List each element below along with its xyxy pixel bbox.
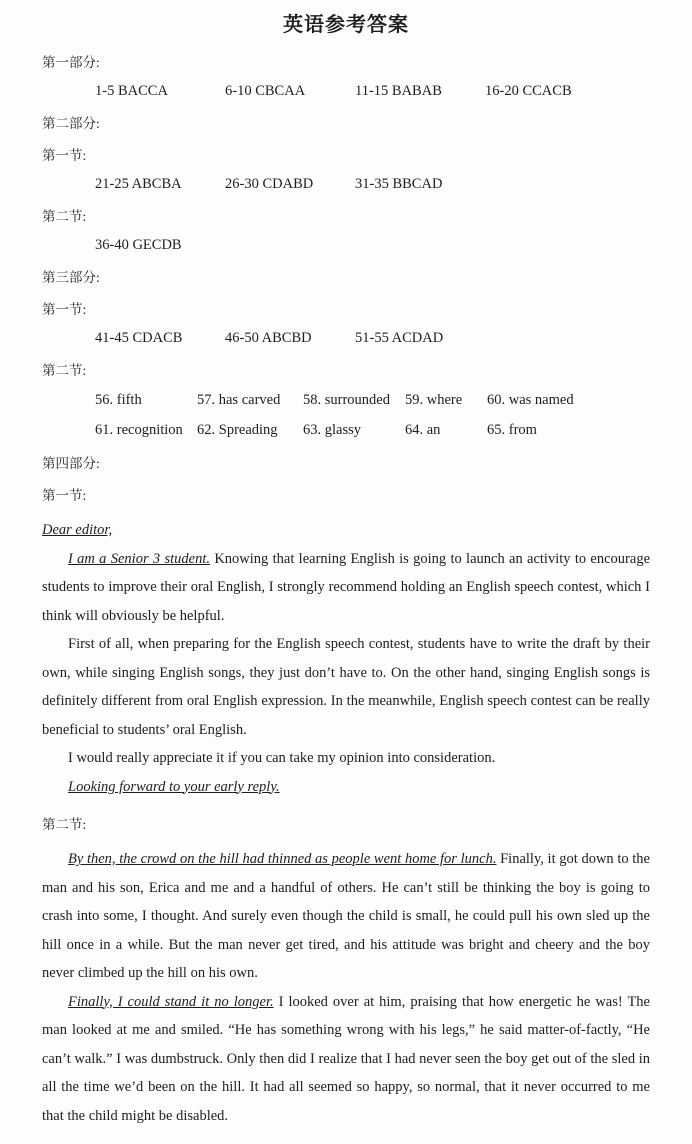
answer-group-16-20: 16-20 CCACB — [485, 83, 572, 99]
part2-label: 第二部分: — [42, 116, 100, 131]
answer-group-46-50: 46-50 ABCBD — [225, 330, 312, 346]
answer-group-11-15: 11-15 BABAB — [355, 83, 442, 99]
fill-answer-row-56-60 — [95, 392, 650, 409]
fill-answer-row-61-65 — [95, 422, 650, 439]
fill-answer-62: 62. Spreading — [197, 422, 278, 438]
paragraph-text: Knowing that learning English is going to launch an activity to encourage students to improve their oral English, I strongly recommend holding an English speech contest, which I think will obviously be helpful. — [42, 550, 651, 624]
fill-answer-64: 64. an — [405, 422, 441, 438]
answer-group-41-45: 41-45 CDACB — [95, 330, 183, 346]
paragraph-lead: By then, the crowd on the hill had thinned as people went home for lunch. — [68, 851, 497, 867]
letter-paragraph-2 — [42, 630, 650, 744]
letter-paragraph-3 — [42, 744, 650, 773]
answer-row-1-20 — [95, 83, 650, 100]
answer-row-21-35 — [95, 176, 650, 193]
answer-group-31-35: 31-35 BBCAD — [355, 176, 443, 192]
paragraph-lead: Finally, I could stand it no longer. — [68, 993, 274, 1010]
fill-answer-63: 63. glassy — [303, 422, 361, 438]
model-essay-letter — [42, 516, 650, 801]
answer-group-51-55: 51-55 ACDAD — [355, 330, 444, 346]
answer-group-21-25: 21-25 ABCBA — [95, 176, 182, 192]
fill-answer-59: 59. where — [405, 392, 463, 408]
paragraph-text: First of all, when preparing for the English speech contest, students have to write the draft by their own, while singing English songs, they just don’t have to. On the other hand, singing English songs is definitely different from oral English expression. In the meanwhile, English speech contest can be really beneficial to students’ oral English. — [42, 636, 650, 738]
answer-group-36-40: 36-40 GECDB — [95, 237, 182, 253]
fill-answer-57: 57. has carved — [197, 392, 281, 408]
part2-section2-label: 第二节: — [42, 209, 87, 224]
fill-answer-56: 56. fifth — [95, 392, 142, 408]
closing-text: Looking forward to your early reply. — [68, 778, 280, 795]
fill-answer-58: 58. surrounded — [303, 392, 390, 408]
salutation-text: Dear editor, — [42, 522, 113, 538]
answer-group-6-10: 6-10 CBCAA — [225, 83, 306, 99]
part4-label: 第四部分: — [42, 456, 100, 471]
part2-section1-label: 第一节: — [42, 148, 87, 163]
answer-row-41-55 — [95, 330, 650, 347]
model-essay-continuation — [42, 845, 650, 1130]
story-paragraph-2 — [42, 988, 650, 1131]
part3-section1-label: 第一节: — [42, 302, 87, 317]
fill-answer-60: 60. was named — [487, 392, 574, 408]
fill-answer-61: 61. recognition — [95, 422, 183, 438]
answer-group-1-5: 1-5 BACCA — [95, 83, 168, 99]
part4-section2-label: 第二节: — [42, 817, 87, 832]
letter-paragraph-1 — [42, 545, 650, 631]
part4-section1-label: 第一节: — [42, 488, 87, 503]
paragraph-text: I looked over at him, praising that how energetic he was! The man looked at me and smiled. “He has something wrong with his legs,” he said matter-of-factly, “He can’t walk.” I was dumbstruck. Only then did I realize that I had never seen the boy get out of the sled in all the time we’d been on the hill. It had all seemed so happy, so normal, that it never occurred to me that the child might be disabled. — [42, 993, 650, 1124]
answer-group-26-30: 26-30 CDABD — [225, 176, 314, 192]
part3-label: 第三部分: — [42, 270, 100, 285]
answer-row-36-40 — [95, 237, 650, 254]
part1-label: 第一部分: — [42, 55, 100, 70]
paragraph-text: Finally, it got down to the man and his son, Erica and me and a handful of others. He can’t still be thinking the boy is going to crash into some, I thought. And surely even though the child is small, he could pull his own sled up the hill once in a while. But the man never get tired, and his attitude was bright and cheery and the boy never climbed up the hill on his own. — [42, 851, 650, 981]
letter-salutation — [42, 516, 650, 545]
fill-answer-65: 65. from — [487, 422, 537, 438]
page-title: 英语参考答案 — [283, 14, 409, 36]
paragraph-text: I would really appreciate it if you can take my opinion into consideration. — [68, 750, 496, 766]
story-paragraph-1 — [42, 845, 650, 988]
paragraph-lead: I am a Senior 3 student. — [68, 550, 211, 567]
letter-closing — [42, 773, 650, 802]
part3-section2-label: 第二节: — [42, 363, 87, 378]
